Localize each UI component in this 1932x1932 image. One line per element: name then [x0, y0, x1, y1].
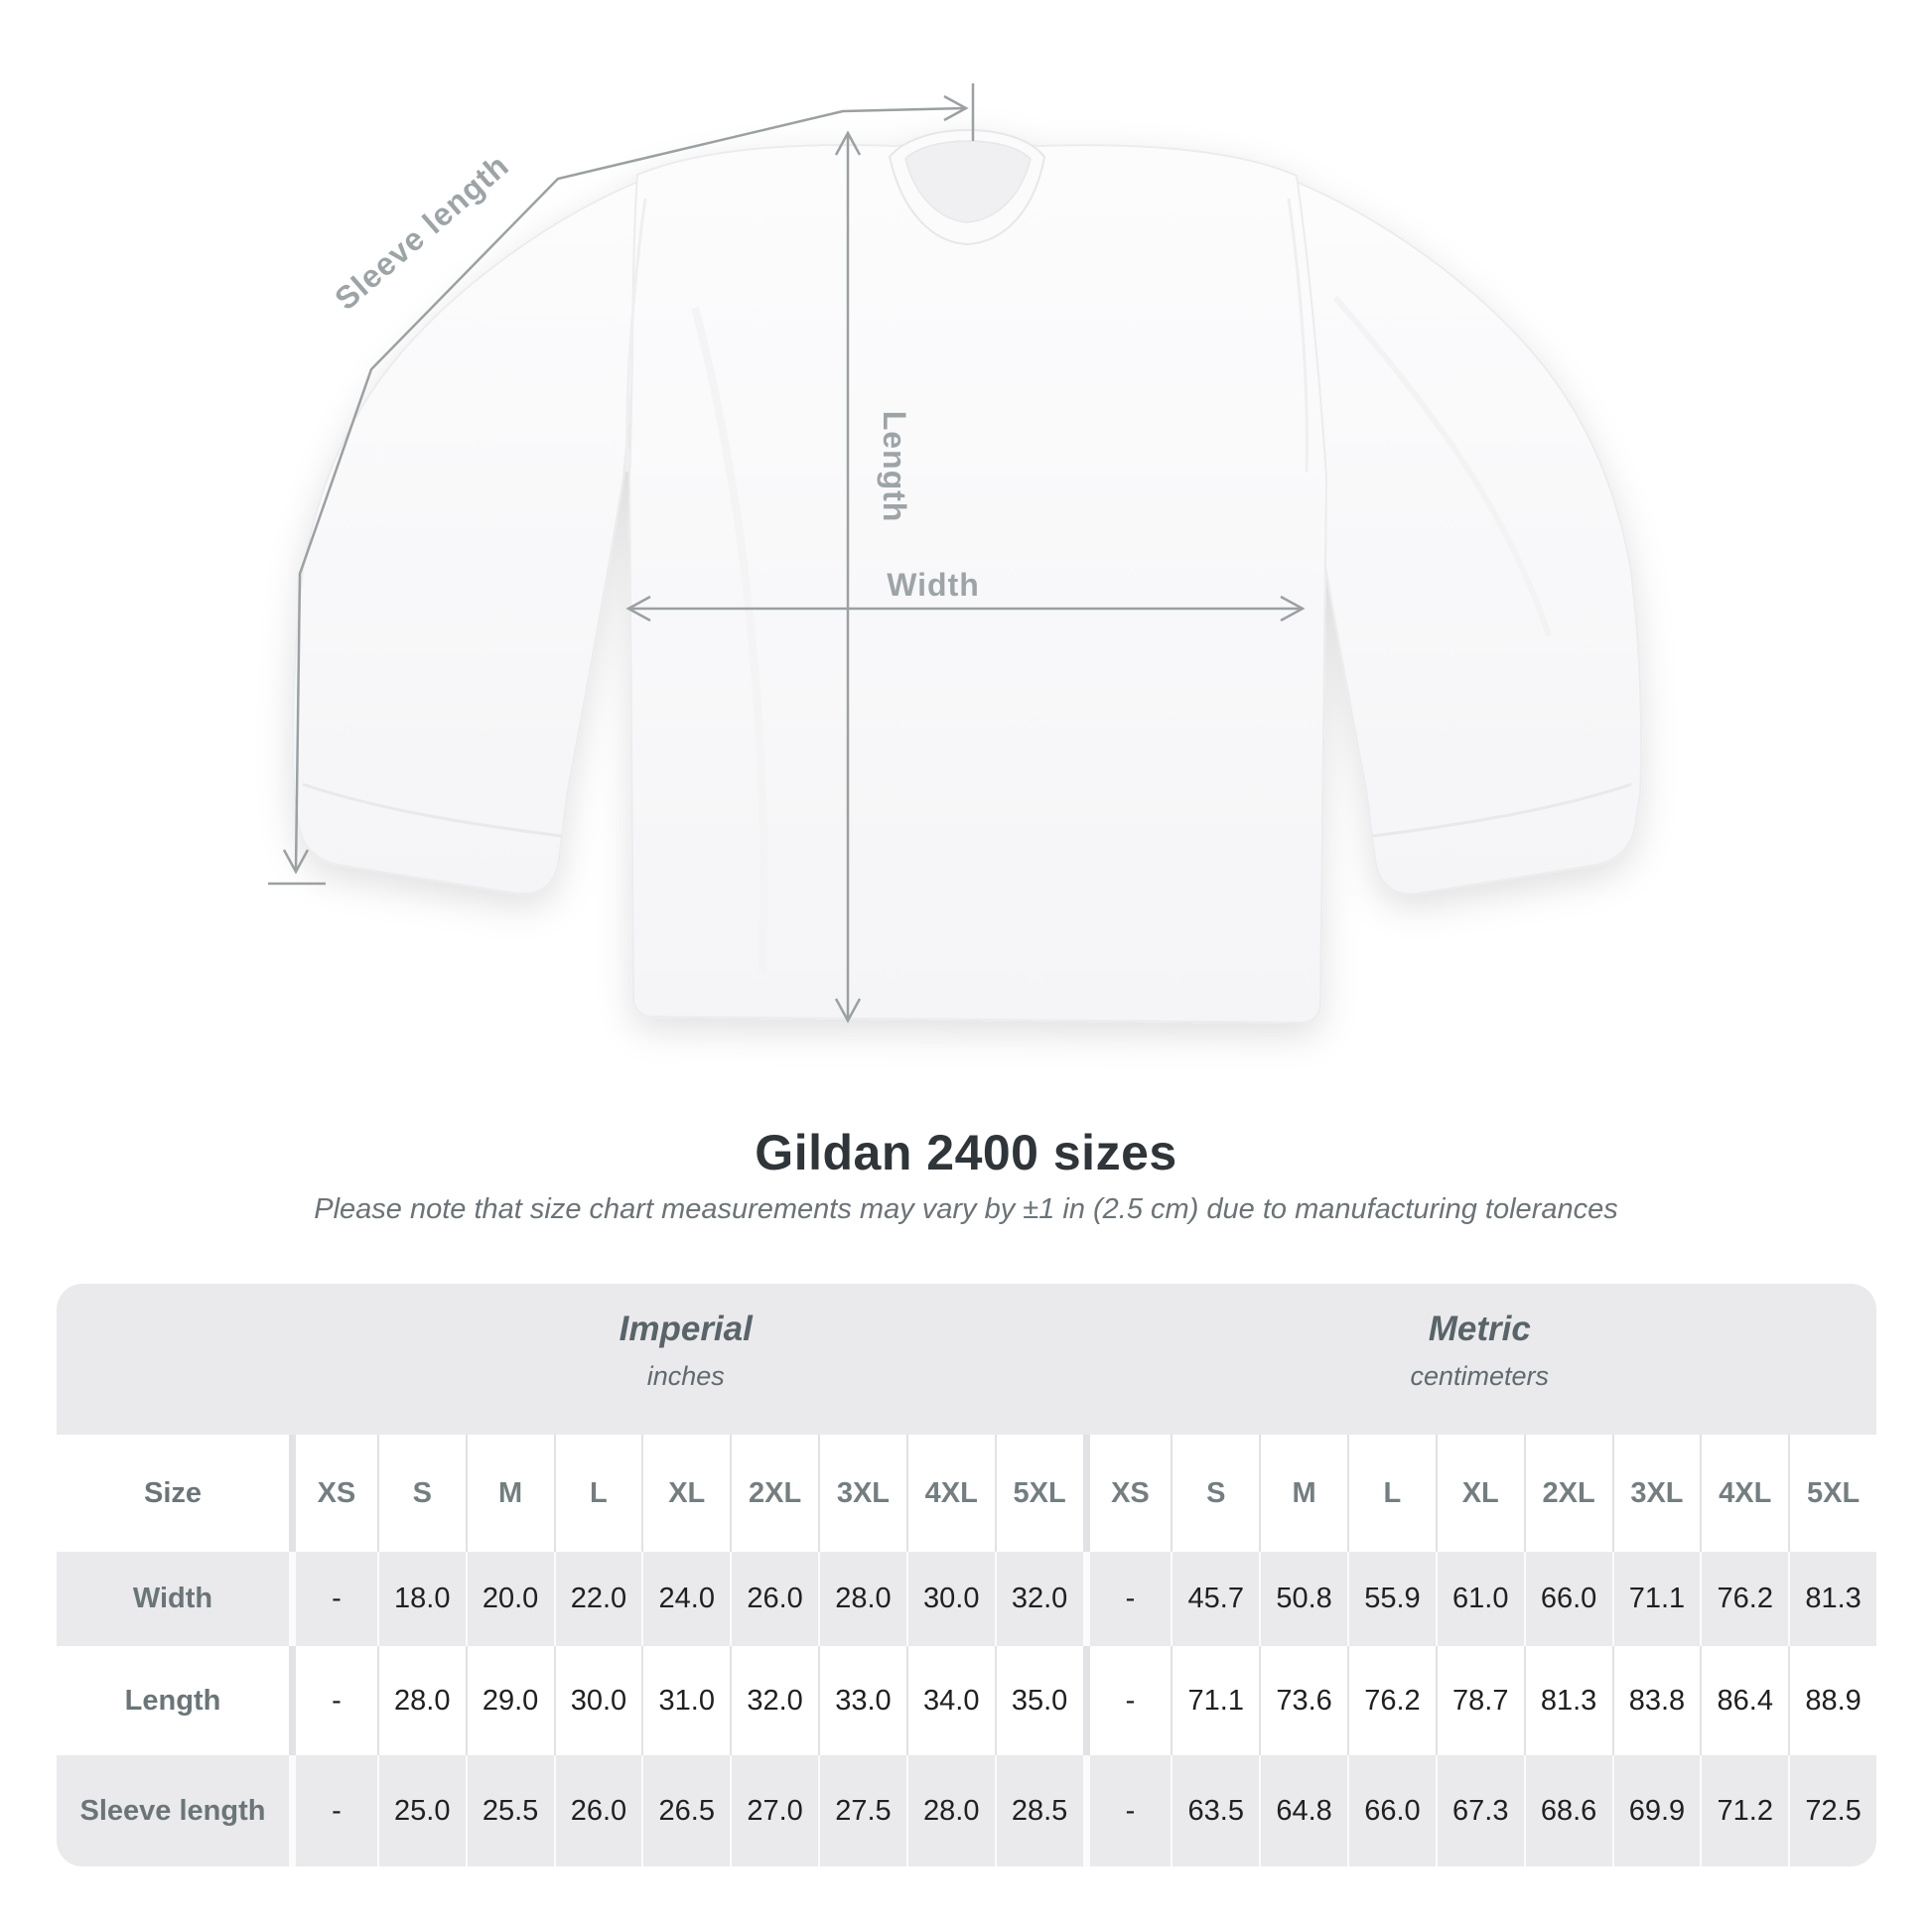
value-cell: 30.0 [906, 1552, 995, 1646]
size-col-header: S [377, 1435, 466, 1552]
value-cell: 32.0 [995, 1552, 1083, 1646]
value-cell: 45.7 [1171, 1552, 1259, 1646]
size-col-header: L [554, 1435, 642, 1552]
length-label: Length [877, 410, 912, 523]
metric-label: Metric [1428, 1310, 1531, 1348]
size-col-header: M [1259, 1435, 1347, 1552]
value-cell: 24.0 [641, 1552, 730, 1646]
value-cell: 66.0 [1524, 1552, 1612, 1646]
size-col-header: XL [1436, 1435, 1524, 1552]
row-label: Sleeve length [79, 1794, 266, 1827]
unit-group-imperial [289, 1284, 1083, 1435]
value-cell: 25.0 [377, 1755, 466, 1866]
size-col-header: 3XL [818, 1435, 906, 1552]
value-cell: - [289, 1552, 377, 1646]
value-cell: 20.0 [466, 1552, 554, 1646]
value-cell: 78.7 [1436, 1646, 1524, 1755]
shirt-right-sleeve [1284, 177, 1641, 894]
value-cell: 32.0 [730, 1646, 818, 1755]
value-cell: 76.2 [1347, 1646, 1436, 1755]
imperial-label: Imperial [619, 1310, 753, 1348]
value-cell: 83.8 [1612, 1646, 1701, 1755]
value-cell: 28.5 [995, 1755, 1083, 1866]
value-cell: 18.0 [377, 1552, 466, 1646]
value-cell: 29.0 [466, 1646, 554, 1755]
value-cell: - [1083, 1755, 1172, 1866]
page-title: Gildan 2400 sizes [755, 1125, 1177, 1180]
value-cell: 81.3 [1524, 1646, 1612, 1755]
value-cell: 71.2 [1700, 1755, 1788, 1866]
size-col-header: 5XL [1788, 1435, 1876, 1552]
unit-header-row [57, 1284, 1876, 1435]
size-col-header: S [1171, 1435, 1259, 1552]
size-col-header: 3XL [1612, 1435, 1701, 1552]
width-label: Width [887, 567, 980, 603]
value-cell: 73.6 [1259, 1646, 1347, 1755]
size-col-header: 2XL [730, 1435, 818, 1552]
value-cell: 27.0 [730, 1755, 818, 1866]
value-cell: 86.4 [1700, 1646, 1788, 1755]
size-col-header: M [466, 1435, 554, 1552]
value-cell: 81.3 [1788, 1552, 1876, 1646]
table-row-width [57, 1552, 1876, 1646]
value-cell: - [289, 1755, 377, 1866]
size-col-header: L [1347, 1435, 1436, 1552]
size-col-header: XS [289, 1435, 377, 1552]
size-col-header: 4XL [906, 1435, 995, 1552]
value-cell: 26.0 [554, 1755, 642, 1866]
value-cell: 63.5 [1171, 1755, 1259, 1866]
value-cell: 27.5 [818, 1755, 906, 1866]
table-row-sleeve-length [57, 1755, 1876, 1866]
page-subtitle: Please note that size chart measurements may vary by ±1 in (2.5 cm) due to manufacturing tolerances [314, 1193, 1618, 1225]
value-cell: 31.0 [641, 1646, 730, 1755]
table-row-length [57, 1646, 1876, 1755]
size-col-header: 5XL [995, 1435, 1083, 1552]
value-cell: 28.0 [377, 1646, 466, 1755]
sleeve-length-label: Sleeve length [328, 147, 516, 318]
value-cell: 66.0 [1347, 1755, 1436, 1866]
row-label: Length [124, 1684, 221, 1717]
value-cell: 26.5 [641, 1755, 730, 1866]
value-cell: 69.9 [1612, 1755, 1701, 1866]
size-col-header: 4XL [1700, 1435, 1788, 1552]
size-col-header: 2XL [1524, 1435, 1612, 1552]
row-label: Width [132, 1583, 213, 1614]
value-cell: - [289, 1646, 377, 1755]
value-cell: 72.5 [1788, 1755, 1876, 1866]
size-col-header: XL [641, 1435, 730, 1552]
value-cell: 67.3 [1436, 1755, 1524, 1866]
value-cell: 55.9 [1347, 1552, 1436, 1646]
value-cell: 33.0 [818, 1646, 906, 1755]
size-header-row [57, 1435, 1876, 1552]
value-cell: - [1083, 1552, 1172, 1646]
value-cell: 64.8 [1259, 1755, 1347, 1866]
unit-group-metric [1083, 1284, 1877, 1435]
value-cell: 50.8 [1259, 1552, 1347, 1646]
value-cell: 61.0 [1436, 1552, 1524, 1646]
value-cell: 28.0 [818, 1552, 906, 1646]
size-table [57, 1284, 1876, 1866]
value-cell: 76.2 [1700, 1552, 1788, 1646]
value-cell: 26.0 [730, 1552, 818, 1646]
value-cell: 71.1 [1612, 1552, 1701, 1646]
value-cell: 22.0 [554, 1552, 642, 1646]
size-column-header: Size [143, 1476, 203, 1509]
value-cell: - [1083, 1646, 1172, 1755]
size-col-header: XS [1083, 1435, 1172, 1552]
value-cell: 88.9 [1788, 1646, 1876, 1755]
imperial-sublabel: inches [646, 1361, 725, 1391]
value-cell: 34.0 [906, 1646, 995, 1755]
value-cell: 35.0 [995, 1646, 1083, 1755]
value-cell: 25.5 [466, 1755, 554, 1866]
value-cell: 28.0 [906, 1755, 995, 1866]
value-cell: 30.0 [554, 1646, 642, 1755]
value-cell: 71.1 [1171, 1646, 1259, 1755]
value-cell: 68.6 [1524, 1755, 1612, 1866]
metric-sublabel: centimeters [1410, 1361, 1550, 1391]
